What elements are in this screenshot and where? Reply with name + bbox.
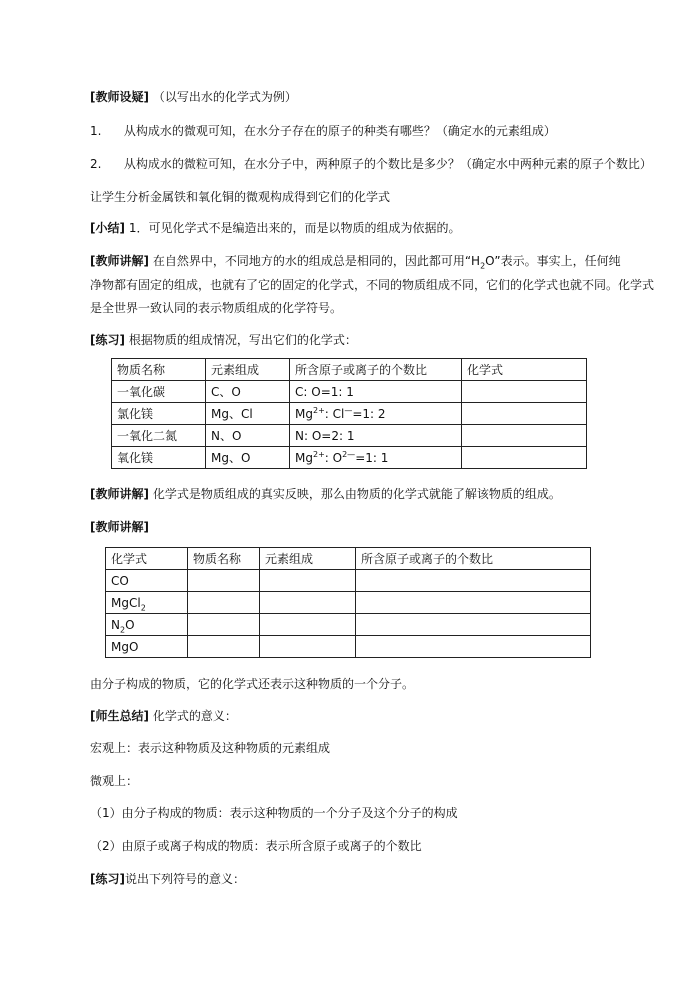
table-cell: 一氧化碳	[112, 381, 206, 403]
table-cell-empty	[188, 614, 260, 636]
paragraph-analysis: 让学生分析金属铁和氧化铜的微观构成得到它们的化学式	[90, 190, 391, 204]
table-cell-empty	[462, 381, 587, 403]
question-number: 2.	[90, 157, 102, 171]
table-cell	[290, 381, 462, 403]
table-header: 元素组成	[206, 359, 290, 381]
explanation-line-2: 净物都有固定的组成，也就有了它的固定的化学式，不同的物质组成不同，它们的化学式也就不同。化学式	[90, 278, 655, 292]
table-header: 所含原子或离子的个数比	[290, 359, 462, 381]
table-cell	[106, 570, 188, 592]
question-1	[90, 123, 556, 139]
ratio-part: : O=1: 1	[303, 384, 354, 399]
formula-text: MgCl	[111, 595, 141, 610]
table-row	[112, 403, 587, 425]
table-cell: 氧化镁	[112, 447, 206, 469]
table-cell-empty	[260, 614, 356, 636]
ion-charge: 2+	[312, 449, 325, 459]
section-tag: [练习]	[90, 333, 125, 347]
table-cell	[106, 614, 188, 636]
section-tag: [教师讲解]	[90, 254, 149, 268]
section-text: 说出下列符号的意义：	[124, 872, 245, 886]
table-row	[106, 636, 591, 658]
section-tag: [小结]	[90, 221, 125, 235]
question-2	[90, 156, 652, 172]
table-cell: Mg、Cl	[206, 403, 290, 425]
micro-meaning: 微观上：	[90, 774, 139, 788]
table-row	[112, 381, 587, 403]
table-cell-empty	[260, 636, 356, 658]
table-cell	[290, 425, 462, 447]
table-cell-empty	[462, 403, 587, 425]
summary-line	[90, 220, 460, 236]
table-cell: 一氧化二氮	[112, 425, 206, 447]
table-cell: C、O	[206, 381, 290, 403]
table-row	[106, 592, 591, 614]
section-tag: [教师设疑]	[90, 90, 149, 104]
table-cell-empty	[356, 614, 591, 636]
section-text-after: ”表示。事实上，任何纯	[494, 254, 621, 268]
table-cell-empty	[188, 592, 260, 614]
summary-heading	[90, 708, 237, 724]
section-text: 化学式的意义：	[152, 709, 237, 723]
table-cell-empty	[356, 636, 591, 658]
section-text: 根据物质的组成情况，写出它们的化学式：	[128, 333, 357, 347]
section-text: 1．可见化学式不是编造出来的，而是以物质的组成为依据的。	[128, 221, 461, 235]
macro-meaning: 宏观上：表示这种物质及这种物质的元素组成	[90, 741, 331, 755]
ratio-part: : O=2: 1	[303, 428, 355, 443]
formula-h: H	[471, 254, 481, 268]
teacher-explanation-2	[90, 486, 561, 502]
section-text: 在自然界中，不同地方的水的组成总是相同的，因此都可用“	[152, 254, 472, 268]
ion-charge: 2—	[342, 449, 356, 459]
question-number: 1.	[90, 124, 102, 138]
micro-point-1: （1）由分子构成的物质：表示这种物质的一个分子及这个分子的构成	[90, 806, 458, 820]
formula-text: MgO	[111, 639, 139, 654]
ratio-part: Mg	[295, 406, 313, 421]
ratio-part: =1: 1	[355, 450, 389, 465]
formula-text: N	[111, 617, 120, 632]
exercise-heading	[90, 332, 357, 348]
section-tag: [师生总结]	[90, 709, 149, 723]
section-tag: [教师讲解]	[90, 487, 149, 501]
formula-text: O	[125, 617, 135, 632]
table-cell	[290, 447, 462, 469]
table-cell: Mg、O	[206, 447, 290, 469]
table-cell-empty	[188, 570, 260, 592]
paragraph-molecule: 由分子构成的物质，它的化学式还表示这种物质的一个分子。	[90, 677, 415, 691]
table-row	[106, 614, 591, 636]
explanation-line-3: 是全世界一致认同的表示物质组成的化学符号。	[90, 301, 343, 315]
table-header: 所含原子或离子的个数比	[356, 548, 591, 570]
section-text: 化学式是物质组成的真实反映，那么由物质的化学式就能了解该物质的组成。	[152, 487, 561, 501]
table-cell	[106, 592, 188, 614]
table-header-row	[112, 359, 587, 381]
table-cell-empty	[462, 425, 587, 447]
micro-point-2: （2）由原子或离子构成的物质：表示所含原子或离子的个数比	[90, 839, 422, 853]
ratio-part: N	[295, 428, 304, 443]
ratio-part: C	[295, 384, 304, 399]
table-header: 化学式	[106, 548, 188, 570]
formula-subscript: 2	[480, 261, 486, 271]
formula-subscript: 2	[140, 602, 146, 612]
table-header: 元素组成	[260, 548, 356, 570]
formula-subscript: 2	[119, 624, 126, 634]
table-header: 化学式	[462, 359, 587, 381]
table-cell: 氯化镁	[112, 403, 206, 425]
formula-o: O	[485, 254, 495, 268]
ratio-part: : Cl	[324, 406, 345, 421]
question-text: 从构成水的微粒可知，在水分子中，两种原子的个数比是多少？（确定水中两种元素的原子个数比）	[123, 157, 652, 171]
ratio-part: : O	[324, 450, 343, 465]
ratio-part: Mg	[295, 450, 313, 465]
table-row	[112, 447, 587, 469]
teacher-question-heading	[90, 89, 297, 105]
table-cell: N、O	[206, 425, 290, 447]
ion-charge: —	[344, 405, 353, 415]
table-header: 物质名称	[112, 359, 206, 381]
formula-table	[105, 547, 591, 658]
table-cell-empty	[260, 592, 356, 614]
section-tag: [练习]	[90, 872, 125, 886]
ion-charge: 2+	[312, 405, 325, 415]
explanation-line-1	[90, 253, 621, 269]
exercise-table	[111, 358, 587, 469]
section-text: （以写出水的化学式为例）	[152, 90, 297, 104]
table-header: 物质名称	[188, 548, 260, 570]
table-cell-empty	[462, 447, 587, 469]
final-exercise	[90, 871, 245, 887]
ratio-part: =1: 2	[352, 406, 386, 421]
question-text: 从构成水的微观可知，在水分子存在的原子的种类有哪些？（确定水的元素组成）	[123, 124, 556, 138]
table-cell-empty	[356, 592, 591, 614]
formula-text: CO	[111, 573, 129, 588]
table-cell	[290, 403, 462, 425]
teacher-explanation-3: [教师讲解]	[90, 520, 149, 534]
table-cell-empty	[260, 570, 356, 592]
table-header-row	[106, 548, 591, 570]
table-cell-empty	[356, 570, 591, 592]
table-cell	[106, 636, 188, 658]
table-row	[106, 570, 591, 592]
table-row	[112, 425, 587, 447]
table-cell-empty	[188, 636, 260, 658]
